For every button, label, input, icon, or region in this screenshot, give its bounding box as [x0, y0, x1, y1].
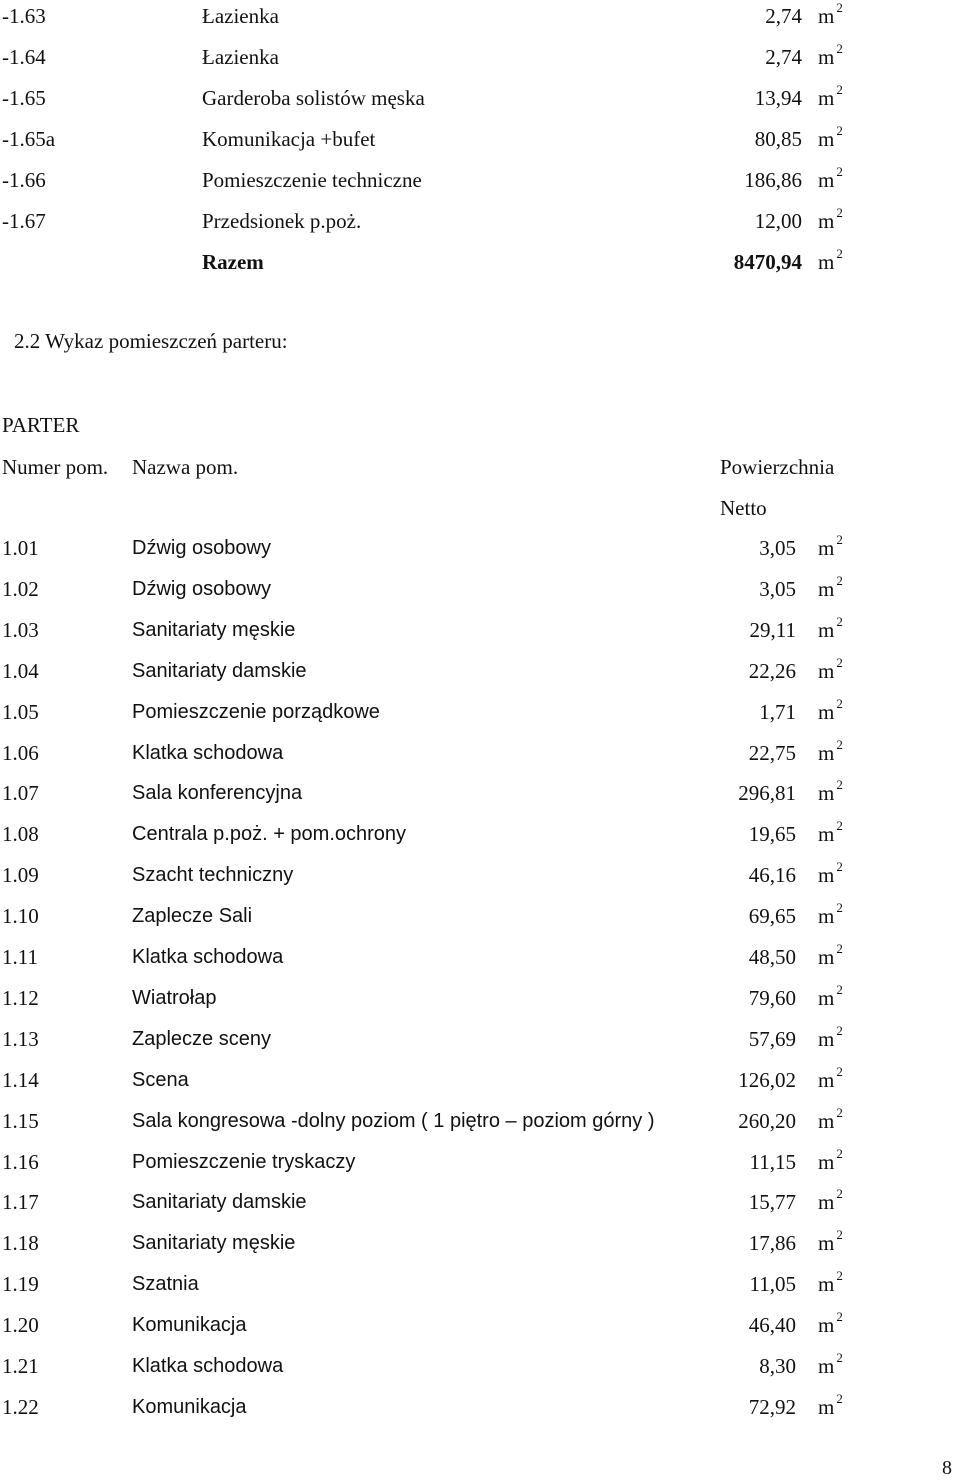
room-name: Komunikacja [132, 1395, 247, 1418]
room-area: 19,65 [748, 822, 796, 847]
section-heading: 2.2 Wykaz pomieszczeń parteru: [14, 329, 288, 353]
room-area: 126,02 [738, 1067, 796, 1092]
room-area: 69,65 [748, 904, 796, 929]
area-unit: m $^2$ [818, 0, 843, 28]
room-number: 1.22 [2, 1394, 39, 1419]
area-unit: m $^2$ [818, 1390, 843, 1419]
room-number: -1.65a [2, 127, 56, 151]
room-name: Pomieszczenie techniczne [202, 168, 422, 192]
area-unit: m $^2$ [818, 1145, 843, 1174]
area-unit: m $^2$ [818, 900, 843, 929]
table-row [0, 778, 960, 808]
room-area: 296,81 [738, 781, 796, 806]
room-name: Sanitariaty damskie [132, 659, 307, 682]
table-row [0, 1351, 960, 1381]
table-row [0, 206, 960, 236]
room-name: Wiatrołap [132, 986, 217, 1009]
basement-total-row [0, 247, 960, 277]
area-unit: m $^2$ [818, 1022, 843, 1051]
room-name: Sanitariaty męskie [132, 1232, 296, 1255]
room-name: Dźwig osobowy [132, 577, 271, 600]
room-number: 1.10 [2, 904, 39, 929]
room-area: 72,92 [748, 1394, 796, 1419]
table-row [0, 697, 960, 727]
room-name: Sala konferencyjna [132, 782, 303, 805]
room-area: 29,11 [749, 617, 796, 642]
room-name: Zaplecze Sali [132, 905, 253, 928]
room-name: Scena [132, 1068, 189, 1091]
room-name: Łazienka [202, 45, 279, 69]
room-number: 1.12 [2, 985, 39, 1010]
area-unit: m $^2$ [818, 1227, 843, 1256]
room-name: Szatnia [132, 1273, 199, 1296]
header-room-name: Nazwa pom. [132, 455, 239, 479]
room-area: 260,20 [738, 1108, 796, 1133]
table-row [0, 615, 960, 645]
table-row [0, 1065, 960, 1095]
area-unit: m $^2$ [818, 572, 843, 601]
area-unit: m $^2$ [818, 941, 843, 969]
table-row [0, 738, 960, 768]
room-area: 1,71 [759, 699, 796, 724]
area-unit: m $^2$ [818, 1104, 843, 1133]
area-unit: m $^2$ [818, 82, 843, 110]
room-area: 46,16 [748, 863, 796, 888]
room-number: -1.67 [2, 209, 46, 233]
area-unit: m $^2$ [818, 1309, 843, 1338]
table-row [0, 1187, 960, 1217]
room-area: 80,85 [754, 127, 802, 151]
room-name: Sala kongresowa -dolny poziom ( 1 piętro – poziom górny ) [132, 1109, 655, 1132]
table-row [0, 942, 960, 972]
room-area: 2,74 [765, 4, 802, 28]
room-number: 1.09 [2, 863, 39, 888]
room-name: Komunikacja [132, 1314, 247, 1337]
table-row [0, 83, 960, 113]
area-unit: m $^2$ [818, 123, 843, 151]
table-row [0, 1392, 960, 1422]
room-area: 17,86 [748, 1231, 796, 1256]
room-number: 1.18 [2, 1231, 39, 1256]
room-name: Sanitariaty damskie [132, 1191, 307, 1214]
room-name: Zaplecze sceny [132, 1027, 271, 1050]
room-number: 1.04 [2, 658, 39, 683]
room-number: -1.66 [2, 168, 46, 192]
table-row [0, 901, 960, 931]
area-unit: m $^2$ [818, 41, 843, 69]
room-number: 1.14 [2, 1067, 39, 1092]
room-area: 186,86 [744, 168, 802, 192]
total-area: 8470,94 [733, 250, 802, 274]
room-area: 79,60 [748, 985, 796, 1010]
room-area: 22,26 [748, 658, 796, 683]
room-name: Garderoba solistów męska [202, 86, 425, 110]
table-row [0, 819, 960, 849]
table-row [0, 165, 960, 195]
room-number: 1.07 [2, 781, 39, 806]
room-area: 15,77 [748, 1190, 796, 1215]
table-row [0, 983, 960, 1013]
room-number: 1.08 [2, 822, 39, 847]
area-unit: m $^2$ [818, 613, 843, 642]
room-area: 2,74 [765, 45, 802, 69]
area-unit: m $^2$ [818, 1350, 843, 1378]
parter-title: PARTER [2, 413, 80, 437]
room-area: 12,00 [754, 209, 802, 233]
room-area: 48,50 [748, 945, 796, 969]
area-unit: m $^2$ [818, 736, 843, 765]
total-label: Razem [202, 250, 264, 274]
area-unit: m $^2$ [818, 205, 843, 233]
area-unit: m $^2$ [818, 859, 843, 888]
room-number: 1.06 [2, 740, 39, 765]
room-area: 3,05 [759, 576, 796, 601]
header-room-number: Numer pom. [2, 455, 109, 479]
room-area: 46,40 [748, 1313, 796, 1338]
area-unit: m $^2$ [818, 1186, 843, 1215]
room-area: 8,30 [759, 1354, 796, 1378]
table-row [0, 1024, 960, 1054]
room-number: 1.03 [2, 617, 39, 642]
area-unit: m $^2$ [818, 164, 843, 192]
room-number: 1.20 [2, 1313, 39, 1338]
room-name: Szacht techniczny [132, 864, 294, 887]
room-number: -1.64 [2, 45, 46, 69]
room-name: Klatka schodowa [132, 741, 284, 764]
table-row [0, 42, 960, 72]
room-area: 13,94 [754, 86, 802, 110]
room-number: 1.21 [2, 1354, 39, 1378]
room-area: 3,05 [759, 536, 796, 560]
room-number: 1.05 [2, 699, 39, 724]
page-number: 8 [942, 1457, 952, 1479]
table-row [0, 1147, 960, 1177]
table-row [0, 1269, 960, 1299]
room-name: Klatka schodowa [132, 946, 284, 968]
header-area: Powierzchnia [720, 455, 835, 479]
table-row [0, 1228, 960, 1258]
table-row [0, 656, 960, 686]
table-row [0, 574, 960, 604]
room-number: 1.01 [2, 536, 39, 560]
room-number: 1.15 [2, 1108, 39, 1133]
room-name: Pomieszczenie tryskaczy [132, 1150, 356, 1173]
room-number: 1.16 [2, 1149, 39, 1174]
area-unit: m $^2$ [818, 818, 843, 847]
table-row [0, 124, 960, 154]
room-name: Dźwig osobowy [132, 537, 271, 559]
table-row [0, 533, 960, 563]
room-area: 57,69 [748, 1026, 796, 1051]
room-number: 1.11 [2, 945, 38, 969]
area-unit: m $^2$ [818, 1268, 843, 1297]
area-unit: m $^2$ [818, 1063, 843, 1092]
room-name: Komunikacja +bufet [202, 127, 376, 151]
room-area: 11,15 [749, 1149, 796, 1174]
area-unit: m $^2$ [818, 695, 843, 724]
room-area: 11,05 [749, 1272, 796, 1297]
total-unit: m $^2$ [818, 246, 843, 274]
header-area-net: Netto [720, 496, 767, 520]
table-row [0, 1310, 960, 1340]
room-number: 1.02 [2, 576, 39, 601]
room-name: Sanitariaty męskie [132, 618, 296, 641]
area-unit: m $^2$ [818, 981, 843, 1010]
table-row [0, 860, 960, 890]
room-number: 1.13 [2, 1026, 39, 1051]
room-number: -1.65 [2, 86, 46, 110]
room-number: 1.19 [2, 1272, 39, 1297]
table-row [0, 1, 960, 31]
room-name: Centrala p.poż. + pom.ochrony [132, 823, 407, 846]
room-name: Pomieszczenie porządkowe [132, 700, 380, 723]
room-area: 22,75 [748, 740, 796, 765]
room-number: -1.63 [2, 4, 46, 28]
table-row [0, 1106, 960, 1136]
area-unit: m $^2$ [818, 654, 843, 683]
area-unit: m $^2$ [818, 532, 843, 560]
room-name: Łazienka [202, 4, 279, 28]
room-name: Przedsionek p.poż. [202, 209, 362, 233]
room-name: Klatka schodowa [132, 1355, 284, 1377]
area-unit: m $^2$ [818, 777, 843, 806]
room-number: 1.17 [2, 1190, 39, 1215]
